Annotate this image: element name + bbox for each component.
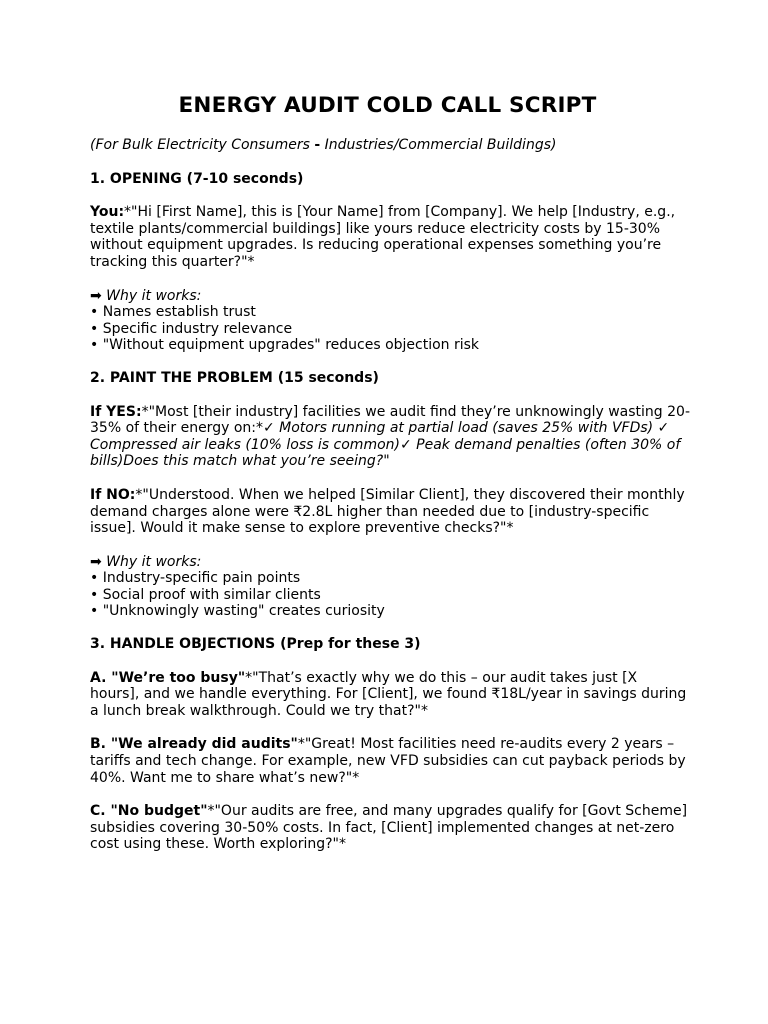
you-script-text: *"Hi [First Name], this is [Your Name] from [Company]. We help [Industry, e.g., textile plants/commercial buildings] like yours reduce electricity costs by 15-30% without equipment upgrades. Is reducing operational expenses something you’re tracking this quarter?"* xyxy=(90,204,676,270)
if-yes-paragraph xyxy=(90,404,690,470)
objection-b-text: *"Great! Most facilities need re-audits every 2 years – tariffs and tech change. For example, new VFD subsidies can cut payback periods by 40%. Want me to share what’s new?"* xyxy=(90,736,686,786)
list-item: • "Without equipment upgrades" reduces objection risk xyxy=(90,337,480,354)
if-no-label: If NO: xyxy=(90,486,136,503)
list-item: • Social proof with similar clients xyxy=(90,586,321,603)
subtitle-part-a: (For Bulk Electricity Consumers xyxy=(90,137,315,153)
section-1-heading: 1. OPENING (7-10 seconds) xyxy=(90,170,304,187)
why-it-works-label: Why it works: xyxy=(101,287,202,304)
subtitle-part-b: Industries/Commercial Buildings) xyxy=(320,137,557,153)
you-label: You: xyxy=(90,204,125,221)
list-item: • Specific industry relevance xyxy=(90,320,293,337)
arrow-right-icon: ➡ xyxy=(90,287,102,304)
objection-b-paragraph xyxy=(90,736,690,786)
subtitle-dash: - xyxy=(314,137,321,153)
why-it-works-2 xyxy=(90,554,690,571)
if-yes-text: *"Most [their industry] facilities we audit find they’re unknowingly wasting 20-35% of their energy on:* xyxy=(90,403,691,437)
opening-script-paragraph xyxy=(90,204,690,270)
why-it-works-1 xyxy=(90,288,690,305)
document-subtitle xyxy=(90,137,690,154)
list-item: • Names establish trust xyxy=(90,304,256,321)
if-yes-italic-text: ✓ Motors running at partial load (saves 25% with VFDs) ✓ Compressed air leaks (10% loss is common)✓ Peak demand penalties (often 30% of bills)Does this match what you’re seeing? xyxy=(90,420,681,470)
document-page xyxy=(90,92,690,853)
objection-b-label: B. "We already did audits" xyxy=(90,736,298,753)
objection-c-text: *"Our audits are free, and many upgrades qualify for [Govt Scheme] subsidies covering 30-50% costs. In fact, [Client] implemented changes at net-zero cost using these. Worth exploring?"* xyxy=(90,803,688,853)
objection-a-text: *"That’s exactly why we do this – our audit takes just [X hours], and we handle everything. For [Client], we found ₹18L/year in savings during a lunch break walkthrough. Could we try that?"* xyxy=(90,669,687,719)
section-2-heading: 2. PAINT THE PROBLEM (15 seconds) xyxy=(90,369,379,386)
if-no-paragraph xyxy=(90,487,690,537)
objection-c-label: C. "No budget" xyxy=(90,803,208,820)
arrow-right-icon: ➡ xyxy=(90,553,102,570)
section-3-heading: 3. HANDLE OBJECTIONS (Prep for these 3) xyxy=(90,636,421,653)
if-yes-label: If YES: xyxy=(90,403,142,420)
objection-a-label: A. "We’re too busy" xyxy=(90,669,246,686)
if-no-text: *"Understood. When we helped [Similar Client], they discovered their monthly demand charges alone were ₹2.8L higher than needed due to [industry-specific issue]. Would it make sense to explore preventive checks?"* xyxy=(90,486,685,537)
section-1-bullet-list xyxy=(90,304,690,354)
if-yes-end-quote: " xyxy=(383,453,390,470)
list-item: • Industry-specific pain points xyxy=(90,570,301,587)
objection-a-paragraph xyxy=(90,670,690,720)
document-title: ENERGY AUDIT COLD CALL SCRIPT xyxy=(178,93,597,118)
why-it-works-label: Why it works: xyxy=(101,553,202,570)
list-item: • "Unknowingly wasting" creates curiosity xyxy=(90,603,385,620)
section-2-bullet-list xyxy=(90,570,690,620)
objection-c-paragraph xyxy=(90,803,690,853)
